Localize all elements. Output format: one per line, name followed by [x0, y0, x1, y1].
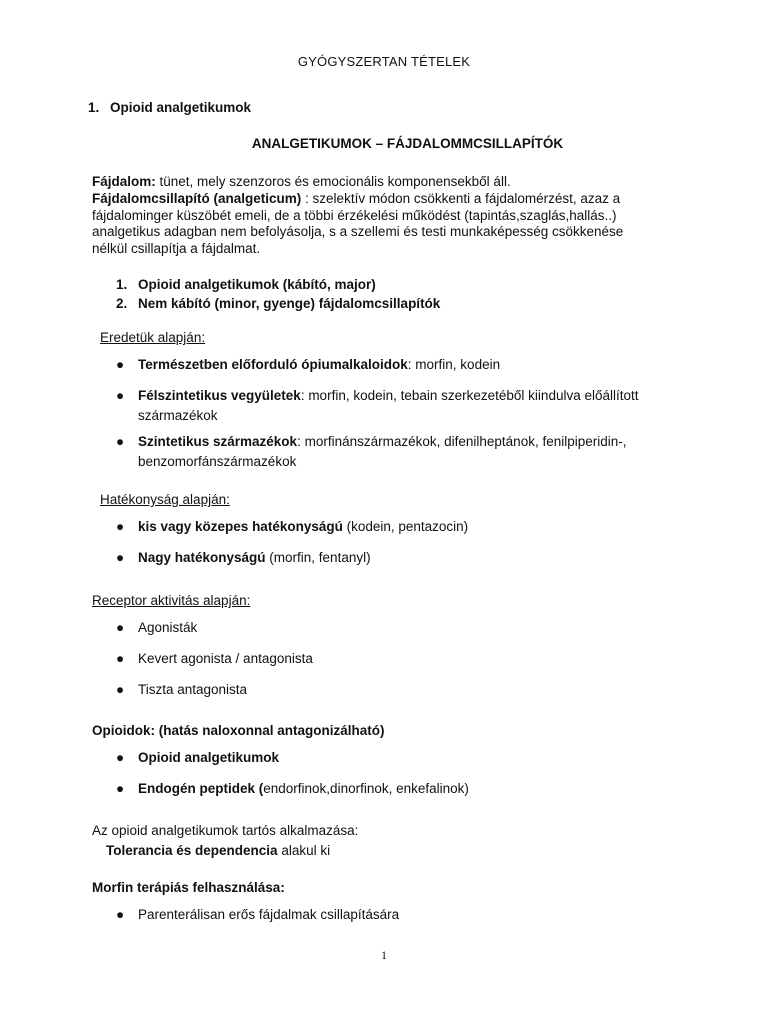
origin-item-line2: származékok: [138, 408, 218, 423]
pain-definition: [92, 174, 511, 191]
morphine-item: Parenterálisan erős fájdalmak csillapítására: [138, 907, 400, 922]
bullet-icon: ●: [116, 357, 125, 372]
section-title: [88, 100, 251, 115]
bullet-icon: ●: [116, 750, 125, 765]
origin-heading: Eredetük alapján:: [100, 330, 206, 345]
analgesic-term: Fájdalomcsillapító (analgeticum): [92, 191, 302, 206]
receptor-heading: Receptor aktivitás alapján:: [92, 593, 251, 608]
origin-item-bold: Természetben előforduló ópiumalkaloidok: [138, 357, 408, 372]
bullet-icon: ●: [116, 434, 125, 449]
section-title-text: Opioid analgetikumok: [110, 100, 252, 115]
opioids-item-1: Opioid analgetikumok: [138, 750, 280, 765]
opioids-heading: Opioidok: (hatás naloxonnal antagonizálható): [92, 723, 385, 738]
type-item: [116, 277, 376, 292]
bullet-icon: ●: [116, 519, 125, 534]
efficacy-item-rest: (morfin, fentanyl): [265, 550, 371, 565]
receptor-item: Agonisták: [138, 620, 198, 635]
bullet-icon: ●: [116, 781, 125, 796]
type-number: 2.: [116, 296, 128, 311]
pain-term: Fájdalom:: [92, 174, 156, 189]
opioids-item-2-rest: endorfinok,dinorfinok, enkefalinok): [263, 781, 469, 796]
origin-item-rest: : morfinánszármazékok, difenilheptánok, fenilpiperidin-,: [297, 434, 627, 449]
origin-item-bold: Félszintetikus vegyületek: [138, 388, 301, 403]
longterm-rest: alakul ki: [277, 843, 331, 858]
morphine-heading: Morfin terápiás felhasználása:: [92, 880, 285, 895]
longterm-line: Az opioid analgetikumok tartós alkalmazása:: [92, 823, 359, 838]
origin-item-bold: Szintetikus származékok: [138, 434, 298, 449]
type-text: Opioid analgetikumok (kábító, major): [138, 277, 376, 292]
efficacy-item-bold: Nagy hatékonyságú: [138, 550, 266, 565]
efficacy-item-rest: (kodein, pentazocin): [342, 519, 469, 534]
bullet-icon: ●: [116, 550, 125, 565]
type-number: 1.: [116, 277, 128, 292]
analgesic-definition: [92, 191, 623, 257]
origin-item-line2: benzomorfánszármazékok: [138, 454, 297, 469]
efficacy-heading: Hatékonyság alapján:: [100, 492, 230, 507]
section-number: 1.: [88, 100, 100, 115]
receptor-item: Tiszta antagonista: [138, 682, 248, 697]
analgesic-line-1: : szelektív módon csökkenti a fájdalomérzést, azaz a: [301, 191, 621, 206]
pain-text: tünet, mely szenzoros és emocionális komponensekből áll.: [155, 174, 511, 189]
page-header: GYÓGYSZERTAN TÉTELEK: [297, 54, 471, 69]
efficacy-item-bold: kis vagy közepes hatékonyságú: [138, 519, 343, 534]
analgesic-line-2: fájdalominger küszöbét emeli, de a többi érzékelési működést (tapintás,szaglás,hallás..): [92, 207, 617, 223]
bullet-icon: ●: [116, 682, 125, 697]
bullet-icon: ●: [116, 907, 125, 922]
bullet-icon: ●: [116, 388, 125, 403]
analgesic-line-3: analgetikus adagban nem befolyásolja, s a szellemi és testi munkaképesség csökkenése: [92, 224, 624, 239]
origin-item-rest: : morfin, kodein: [407, 357, 501, 372]
type-text: Nem kábító (minor, gyenge) fájdalomcsillapítók: [138, 296, 441, 311]
type-item: [116, 296, 440, 311]
page-number: 1: [381, 948, 387, 962]
longterm-bold: Tolerancia és dependencia: [106, 843, 278, 858]
main-title: ANALGETIKUMOK – FÁJDALOMMCSILLAPÍTÓK: [251, 136, 564, 151]
origin-item-rest: : morfin, kodein, tebain szerkezetéből kiindulva előállított: [300, 388, 639, 403]
longterm-result: [106, 843, 330, 858]
bullet-icon: ●: [116, 620, 125, 635]
receptor-item: Kevert agonista / antagonista: [138, 651, 313, 666]
analgesic-line-4: nélkül csillapítja a fájdalmat.: [92, 240, 261, 256]
opioids-item-2-bold: Endogén peptidek (: [138, 781, 264, 796]
bullet-icon: ●: [116, 651, 125, 666]
